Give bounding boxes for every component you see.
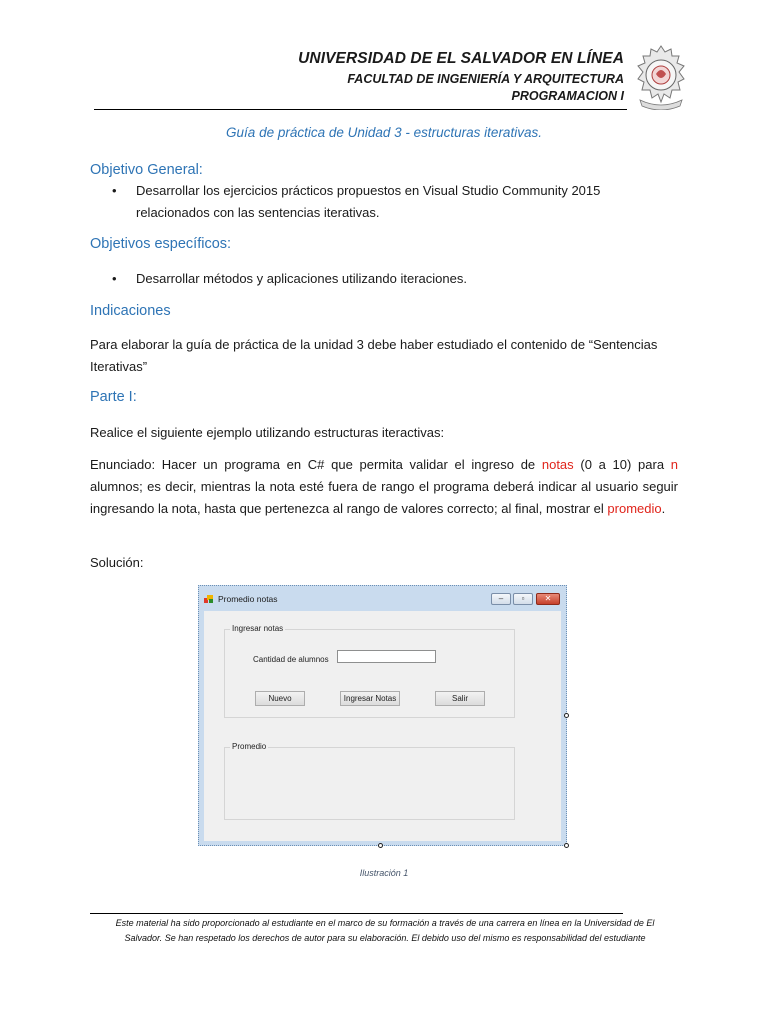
footer-notice: Este material ha sido proporcionado al estudiante en el marco de su formación a través de una carrera en línea en la Universidad de El Salvador. Se han respetado los derechos de autor para su elaboración. El debido uso del mismo es responsabilidad del estudiante [115, 918, 655, 943]
resize-handle[interactable] [564, 843, 569, 848]
highlight-promedio: promedio [607, 501, 662, 516]
bullet-icon: • [112, 183, 117, 198]
maximize-icon: ▫ [521, 594, 525, 603]
bullet-icon: • [112, 271, 117, 286]
indicaciones-text: Para elaborar la guía de práctica de la unidad 3 debe haber estudiado el contenido de “Sentencias Iterativas” [90, 337, 658, 374]
close-icon: ✕ [544, 594, 552, 603]
objetivos-especificos-heading: Objetivos específicos: [90, 236, 232, 252]
footer-divider [90, 913, 623, 914]
groupbox-label: Ingresar notas [232, 624, 284, 633]
parte-1-heading: Parte I: [90, 389, 137, 405]
resize-handle[interactable] [378, 843, 383, 848]
indicaciones-heading: Indicaciones [90, 303, 171, 319]
university-seal-icon [634, 44, 688, 110]
document-header [298, 50, 624, 103]
highlight-notas: notas [541, 457, 574, 472]
list-item [112, 268, 672, 290]
salir-button[interactable]: Salir [435, 691, 485, 706]
close-button[interactable] [536, 593, 560, 605]
ingresar-notas-button[interactable]: Ingresar Notas [340, 691, 400, 706]
enunciado-paragraph [90, 454, 678, 520]
window-titlebar [201, 589, 563, 611]
minimize-icon: – [498, 594, 504, 603]
objetivo-especifico-text: Desarrollar métodos y aplicaciones utilizando iteraciones. [136, 271, 467, 286]
enunciado-text: alumnos; es decir, mientras la nota esté fuera de rango el programa deberá indicar al usuario seguir ingresando la nota, hasta que pertenezca al rango de valores correcto; al final, mostrar el [90, 479, 678, 516]
guide-title: Guía de práctica de Unidad 3 - estructuras iterativas. [226, 125, 542, 140]
parte-1-intro: Realice el siguiente ejemplo utilizando estructuras iteractivas: [90, 425, 445, 440]
app-icon [204, 594, 214, 604]
enunciado-text: (0 a 10) para [573, 457, 671, 472]
faculty-name: FACULTAD DE INGENIERÍA Y ARQUITECTURA [347, 72, 624, 86]
header-divider [94, 109, 627, 110]
form-client-area [204, 611, 561, 841]
solucion-label: Solución: [90, 555, 144, 570]
objetivo-general-heading: Objetivo General: [90, 162, 203, 178]
university-title: UNIVERSIDAD DE EL SALVADOR EN LÍNEA [298, 50, 624, 67]
enunciado-text: . [661, 501, 666, 516]
list-item [112, 180, 672, 224]
figure-caption: Ilustración 1 [359, 868, 409, 878]
course-name: PROGRAMACION I [511, 89, 624, 103]
groupbox-promedio [224, 742, 515, 820]
groupbox-label: Promedio [232, 742, 267, 751]
groupbox-ingresar-notas [224, 624, 515, 718]
window-title: Promedio notas [218, 594, 278, 604]
maximize-button[interactable] [513, 593, 533, 605]
cantidad-alumnos-label: Cantidad de alumnos [253, 655, 329, 664]
cantidad-alumnos-input[interactable] [337, 650, 436, 663]
minimize-button[interactable] [491, 593, 511, 605]
form-designer-window [198, 585, 567, 846]
highlight-n: n [670, 457, 679, 472]
nuevo-button[interactable]: Nuevo [255, 691, 305, 706]
resize-handle[interactable] [564, 713, 569, 718]
objetivo-general-text: Desarrollar los ejercicios prácticos propuestos en Visual Studio Community 2015 relacionados con las sentencias iterativas. [136, 183, 601, 220]
enunciado-text: Enunciado: Hacer un programa en C# que permita validar el ingreso de [90, 457, 542, 472]
